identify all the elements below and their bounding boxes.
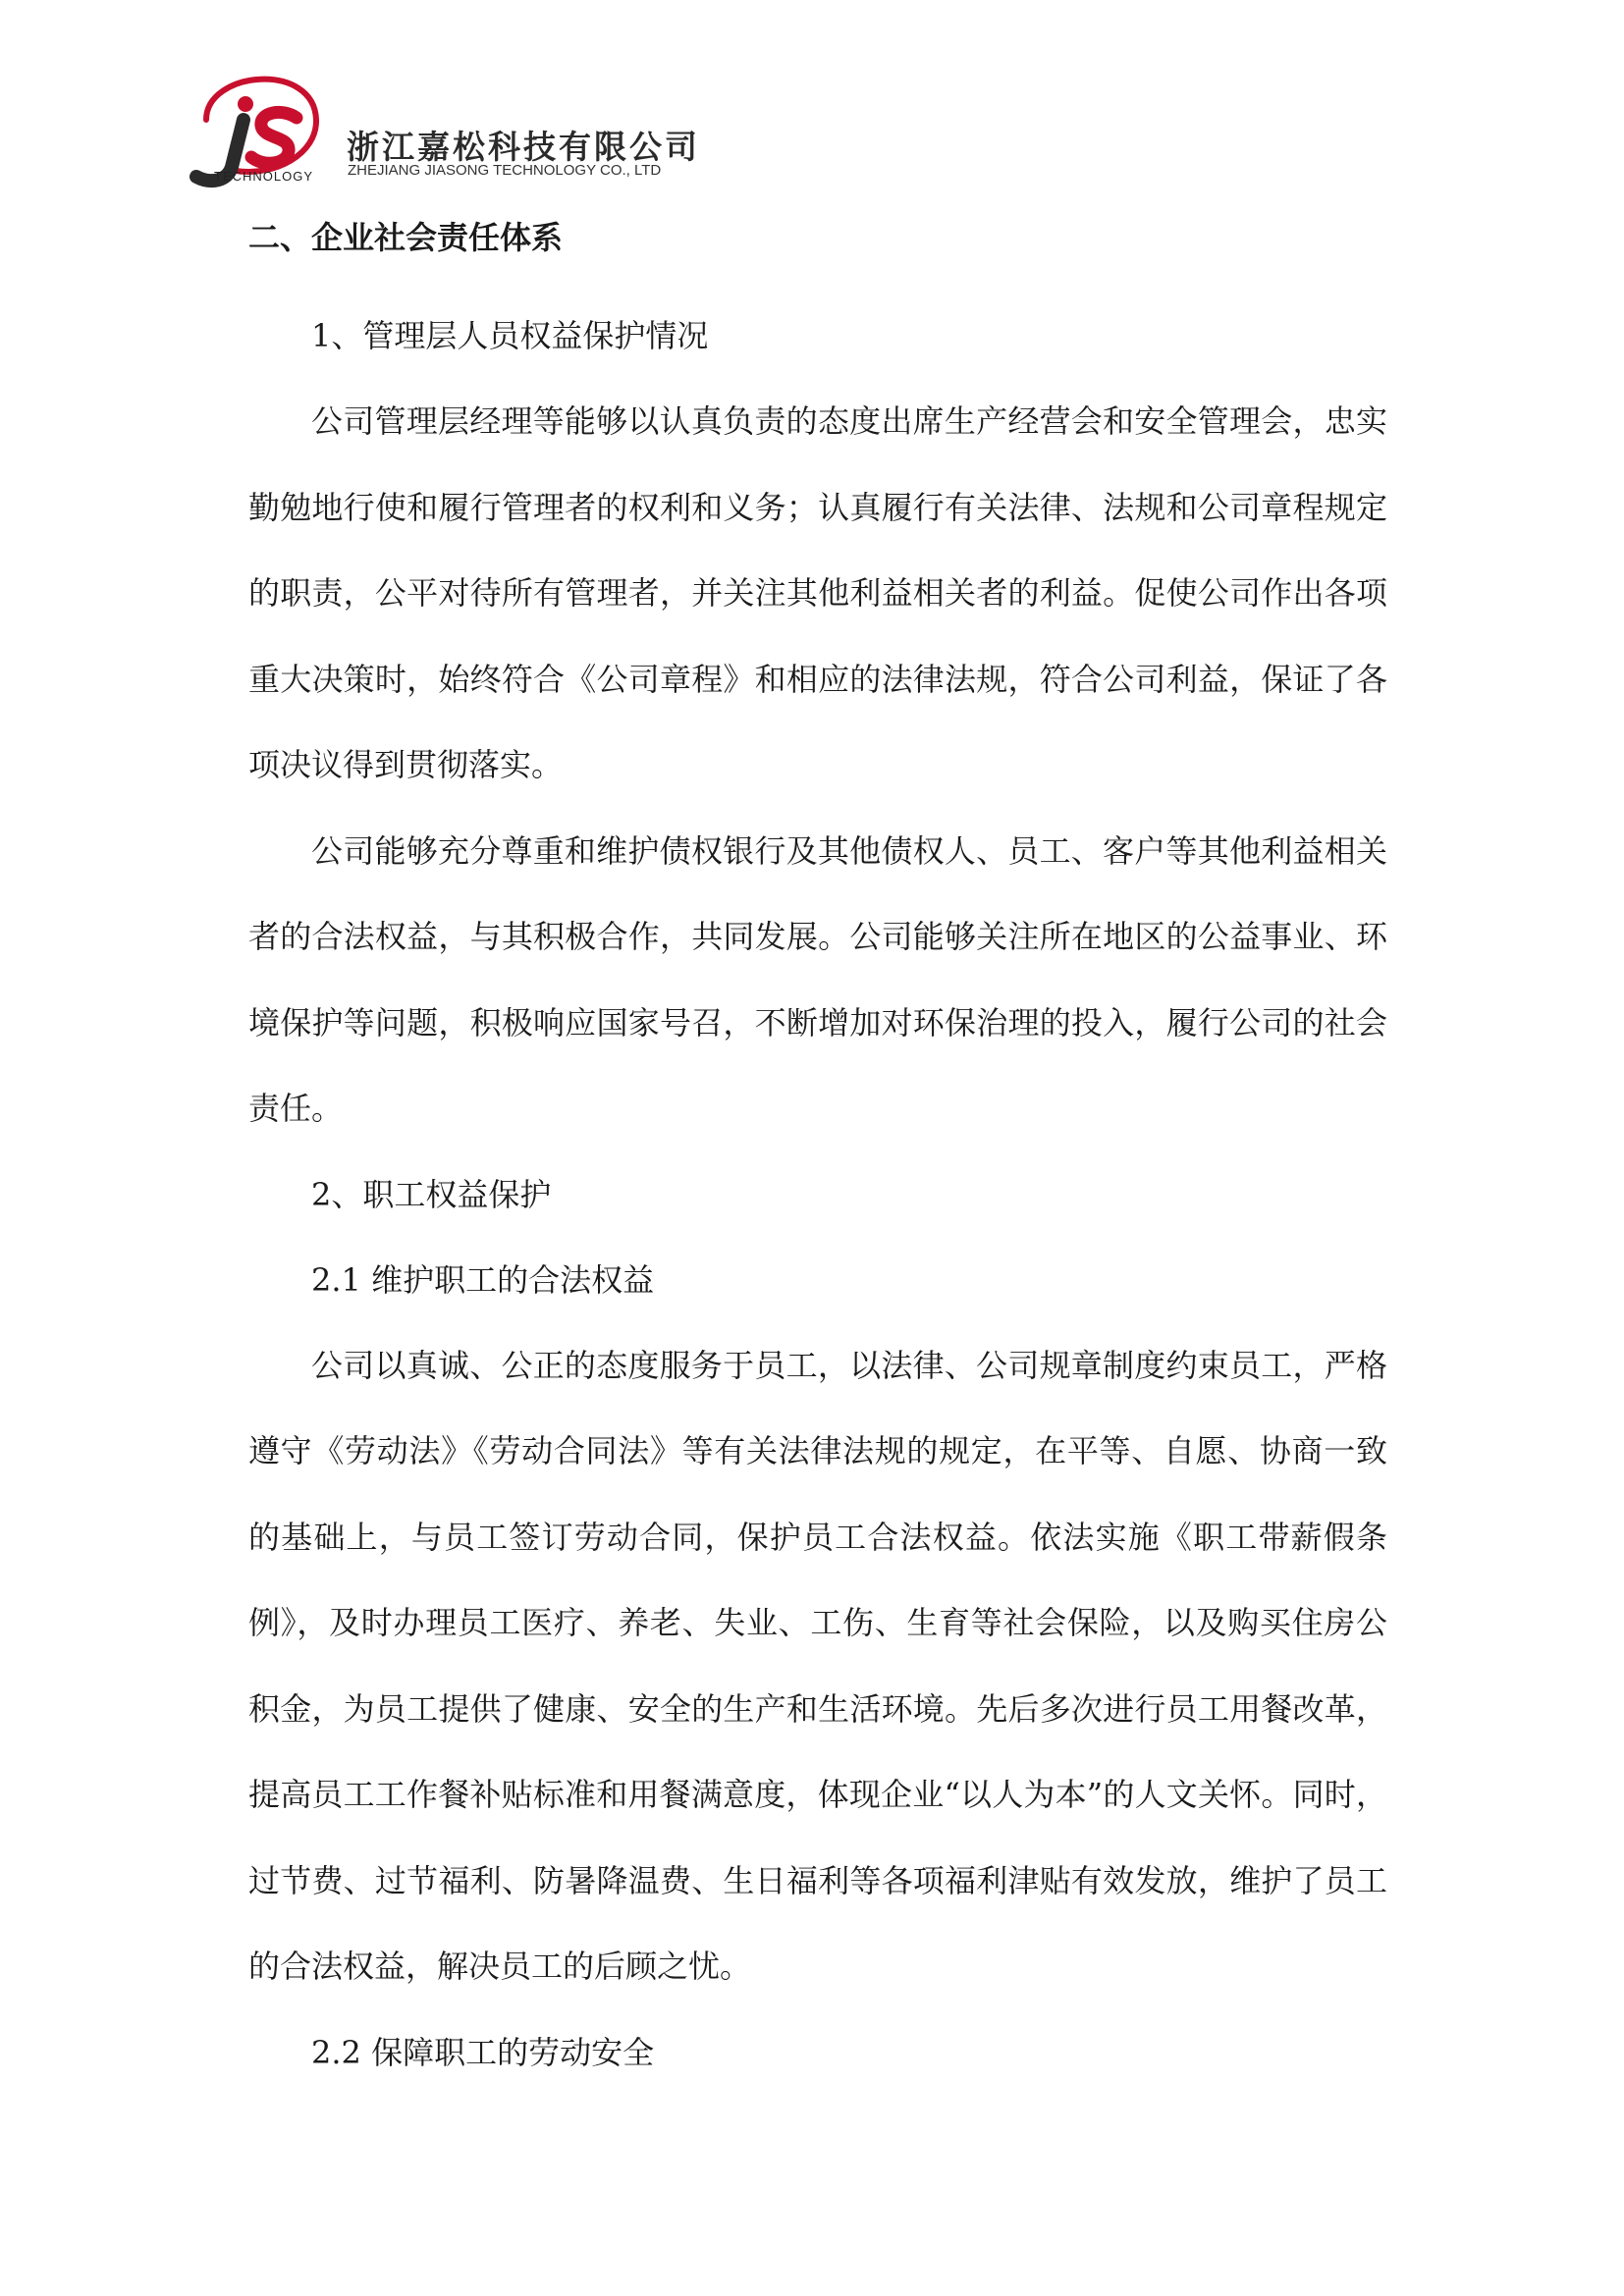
logo-subtext: TECHNOLOGY	[214, 169, 314, 184]
subheading-management-rights: 1、管理层人员权益保护情况	[311, 317, 709, 354]
subheading-labor-safety: 2.2 保障职工的劳动安全	[311, 2033, 655, 2071]
paragraph-stakeholder-rights: 公司能够充分尊重和维护债权银行及其他债权人、员工、客户等其他利益相关者的合法权益，与其积极合作，共同发展。公司能够关注所在地区的公益事业、环境保护等问题，积极响应国家号召，不断增加对环保治理的投入，履行公司的社会责任。	[248, 831, 1387, 1127]
section-title: 二、企业社会责任体系	[248, 219, 564, 256]
document-body	[248, 208, 1387, 2096]
subheading-legal-rights: 2.1 维护职工的合法权益	[311, 1260, 655, 1299]
subheading-employee-rights: 2、职工权益保护	[311, 1175, 552, 1213]
company-name-cn: 浙江嘉松科技有限公司	[347, 128, 700, 166]
paragraph-employee-protection: 公司以真诚、公正的态度服务于员工，以法律、公司规章制度约束员工，严格遵守《劳动法》《劳动合同法》等有关法律法规的规定，在平等、自愿、协商一致的基础上，与员工签订劳动合同，保护员工合法权益。依法实施《职工带薪假条例》，及时办理员工医疗、养老、失业、工伤、生育等社会保险，以及购买住房公积金，为员工提供了健康、安全的生产和生活环境。先后多次进行员工用餐改革，提高员工工作餐补贴标准和用餐满意度，体现企业“以人为本”的人文关怀。同时，过节费、过节福利、防暑降温费、生日福利等各项福利津贴有效发放，维护了员工的合法权益，解决员工的后顾之忧。	[248, 1346, 1387, 1985]
company-name-en: ZHEJIANG JIASONG TECHNOLOGY CO., LTD	[348, 162, 662, 179]
page-header	[167, 61, 717, 188]
paragraph-management-duties: 公司管理层经理等能够以认真负责的态度出席生产经营会和安全管理会，忠实勤勉地行使和履行管理者的权利和义务；认真履行有关法律、法规和公司章程规定的职责，公平对待所有管理者，并关注其他利益相关者的利益。促使公司作出各项重大决策时，始终符合《公司章程》和相应的法律法规，符合公司利益，保证了各项决议得到贯彻落实。	[248, 402, 1387, 783]
